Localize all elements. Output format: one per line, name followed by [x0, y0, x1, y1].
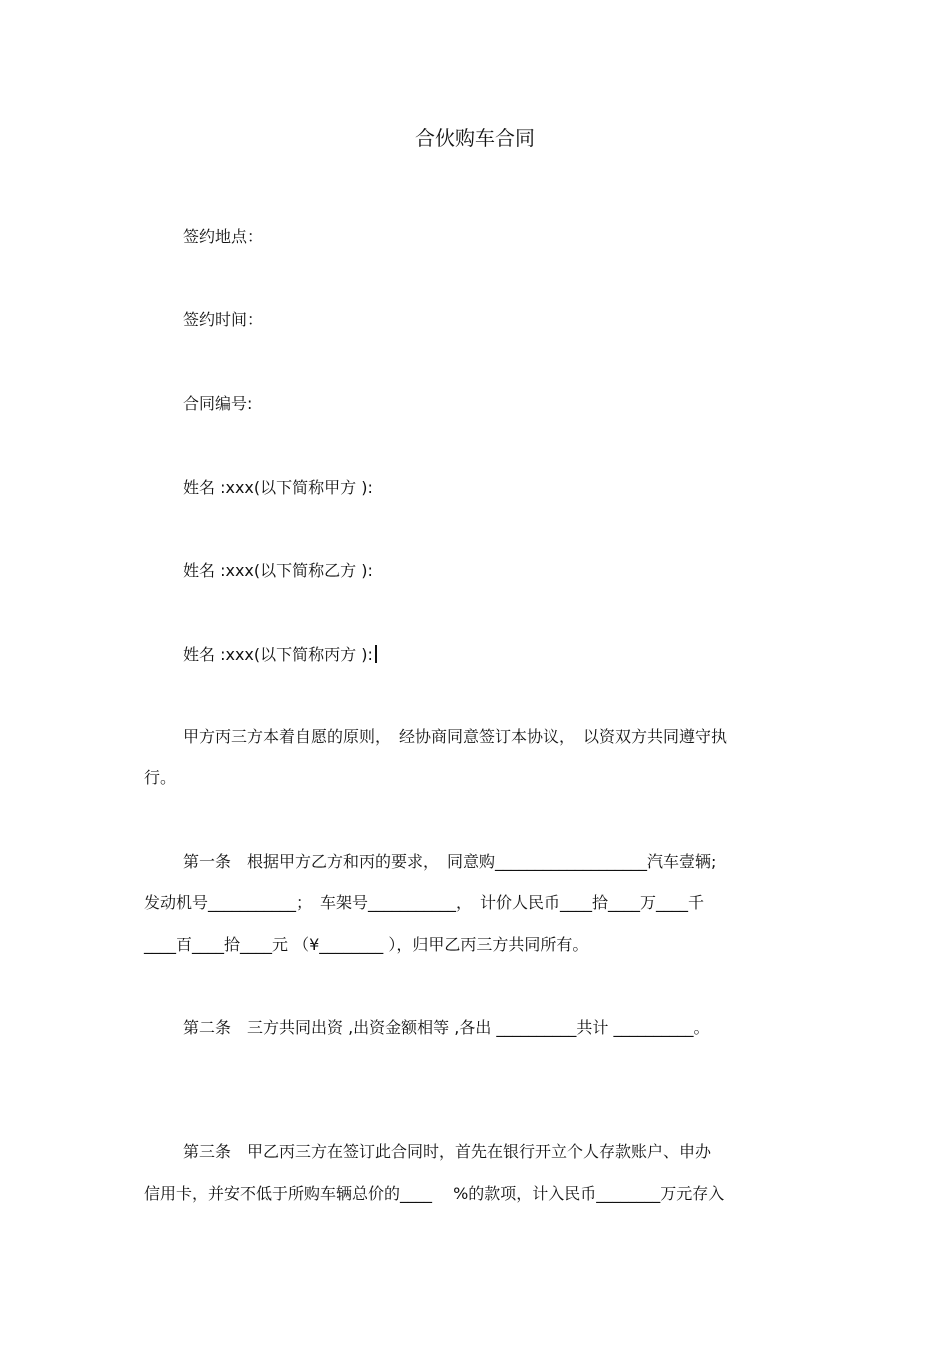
article-2-line-1: 第二条 三方共同出资 ,出资金额相等 ,各出 __________共计 __________。 — [183, 1018, 710, 1037]
article-1-line-2: 发动机号___________； 车架号___________， 计价人民币____拾____万____千 — [144, 893, 705, 912]
party-a-label: 姓名 :xxx(以下简称甲方 ): — [183, 478, 373, 497]
document-title: 合伙购车合同 — [415, 126, 535, 150]
preamble-line-2: 行。 — [144, 768, 177, 787]
party-c-line — [183, 645, 377, 663]
preamble-line-1: 甲方丙三方本着自愿的原则， 经协商同意签订本协议， 以资双方共同遵守执 — [183, 727, 728, 746]
article-3-line-2: 信用卡，并安不低于所购车辆总价的____ %的款项，计入民币________万元存入 — [144, 1184, 725, 1203]
text-cursor — [375, 645, 377, 663]
sign-place-label: 签约地点： — [183, 227, 264, 246]
party-b-label: 姓名 :xxx(以下简称乙方 ): — [183, 561, 373, 580]
article-1-line-1: 第一条 根据甲方乙方和丙的要求， 同意购___________________汽车壹辆; — [183, 852, 717, 871]
article-3-line-1: 第三条 甲乙丙三方在签订此合同时，首先在银行开立个人存款账户、申办 — [183, 1142, 712, 1161]
article-1-line-3: ____百____拾____元 （¥________ ），归甲乙丙三方共同所有。 — [144, 935, 589, 954]
contract-number-label: 合同编号: — [183, 394, 253, 413]
party-c-label: 姓名 :xxx(以下简称丙方 ): — [183, 645, 373, 664]
sign-time-label: 签约时间： — [183, 310, 264, 329]
